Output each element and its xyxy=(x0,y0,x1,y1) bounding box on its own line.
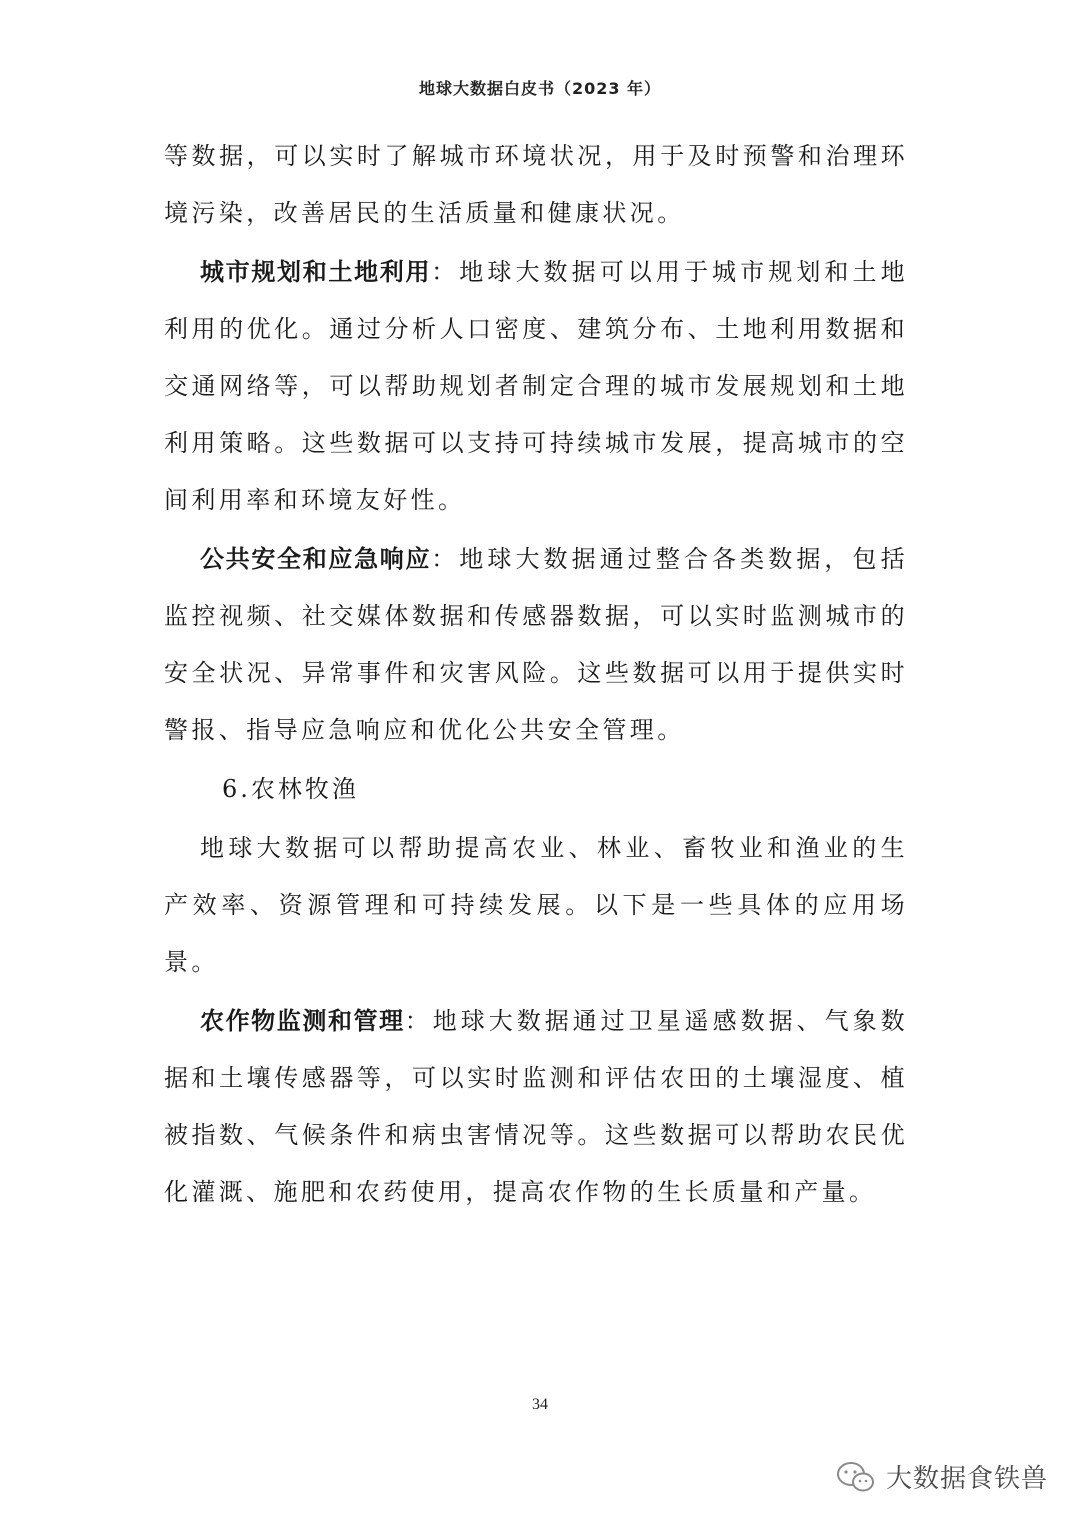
watermark-text: 大数据食铁兽 xyxy=(886,1464,1049,1494)
wechat-icon xyxy=(836,1460,876,1494)
paragraph-crop-monitoring xyxy=(164,993,908,1221)
paragraph-lead-public-safety: 公共安全和应急响应 xyxy=(200,545,432,573)
paragraph-urban-planning xyxy=(164,244,908,529)
paragraph-body-urban-planning: ：地球大数据可以用于城市规划和土地利用的优化。通过分析人口密度、建筑分布、土地利用数据和交通网络等，可以帮助规划者制定合理的城市发展规划和土地利用策略。这些数据可以支持可持续城市发展，提高城市的空间利用率和环境友好性。 xyxy=(164,258,908,514)
running-header: 地球大数据白皮书（2023 年） xyxy=(418,79,662,98)
document-body xyxy=(164,128,908,1221)
paragraph-lead-urban-planning: 城市规划和土地利用 xyxy=(200,258,432,286)
paragraph-body-public-safety: ：地球大数据通过整合各类数据，包括监控视频、社交媒体数据和传感器数据，可以实时监测城市的安全状况、异常事件和灾害风险。这些数据可以用于提供实时警报、指导应急响应和优化公共安全管理。 xyxy=(164,545,908,744)
paragraph-body-crop-monitoring: ：地球大数据通过卫星遥感数据、气象数据和土壤传感器等，可以实时监测和评估农田的土壤湿度、植被指数、气候条件和病虫害情况等。这些数据可以帮助农民优化灌溉、施肥和农药使用，提高农作物的生长质量和产量。 xyxy=(164,1007,908,1206)
section-heading: 6.农林牧渔 xyxy=(222,775,359,803)
watermark xyxy=(836,1458,1048,1495)
paragraph-lead-crop-monitoring: 农作物监测和管理 xyxy=(200,1007,405,1035)
paragraph-agriculture-intro: 地球大数据可以帮助提高农业、林业、畜牧业和渔业的生产效率、资源管理和可持续发展。以下是一些具体的应用场景。 xyxy=(164,834,908,976)
page-number: 34 xyxy=(532,1396,548,1413)
paragraph-continuation: 等数据，可以实时了解城市环境状况，用于及时预警和治理环境污染，改善居民的生活质量和健康状况。 xyxy=(164,142,908,227)
paragraph-public-safety xyxy=(164,531,908,759)
